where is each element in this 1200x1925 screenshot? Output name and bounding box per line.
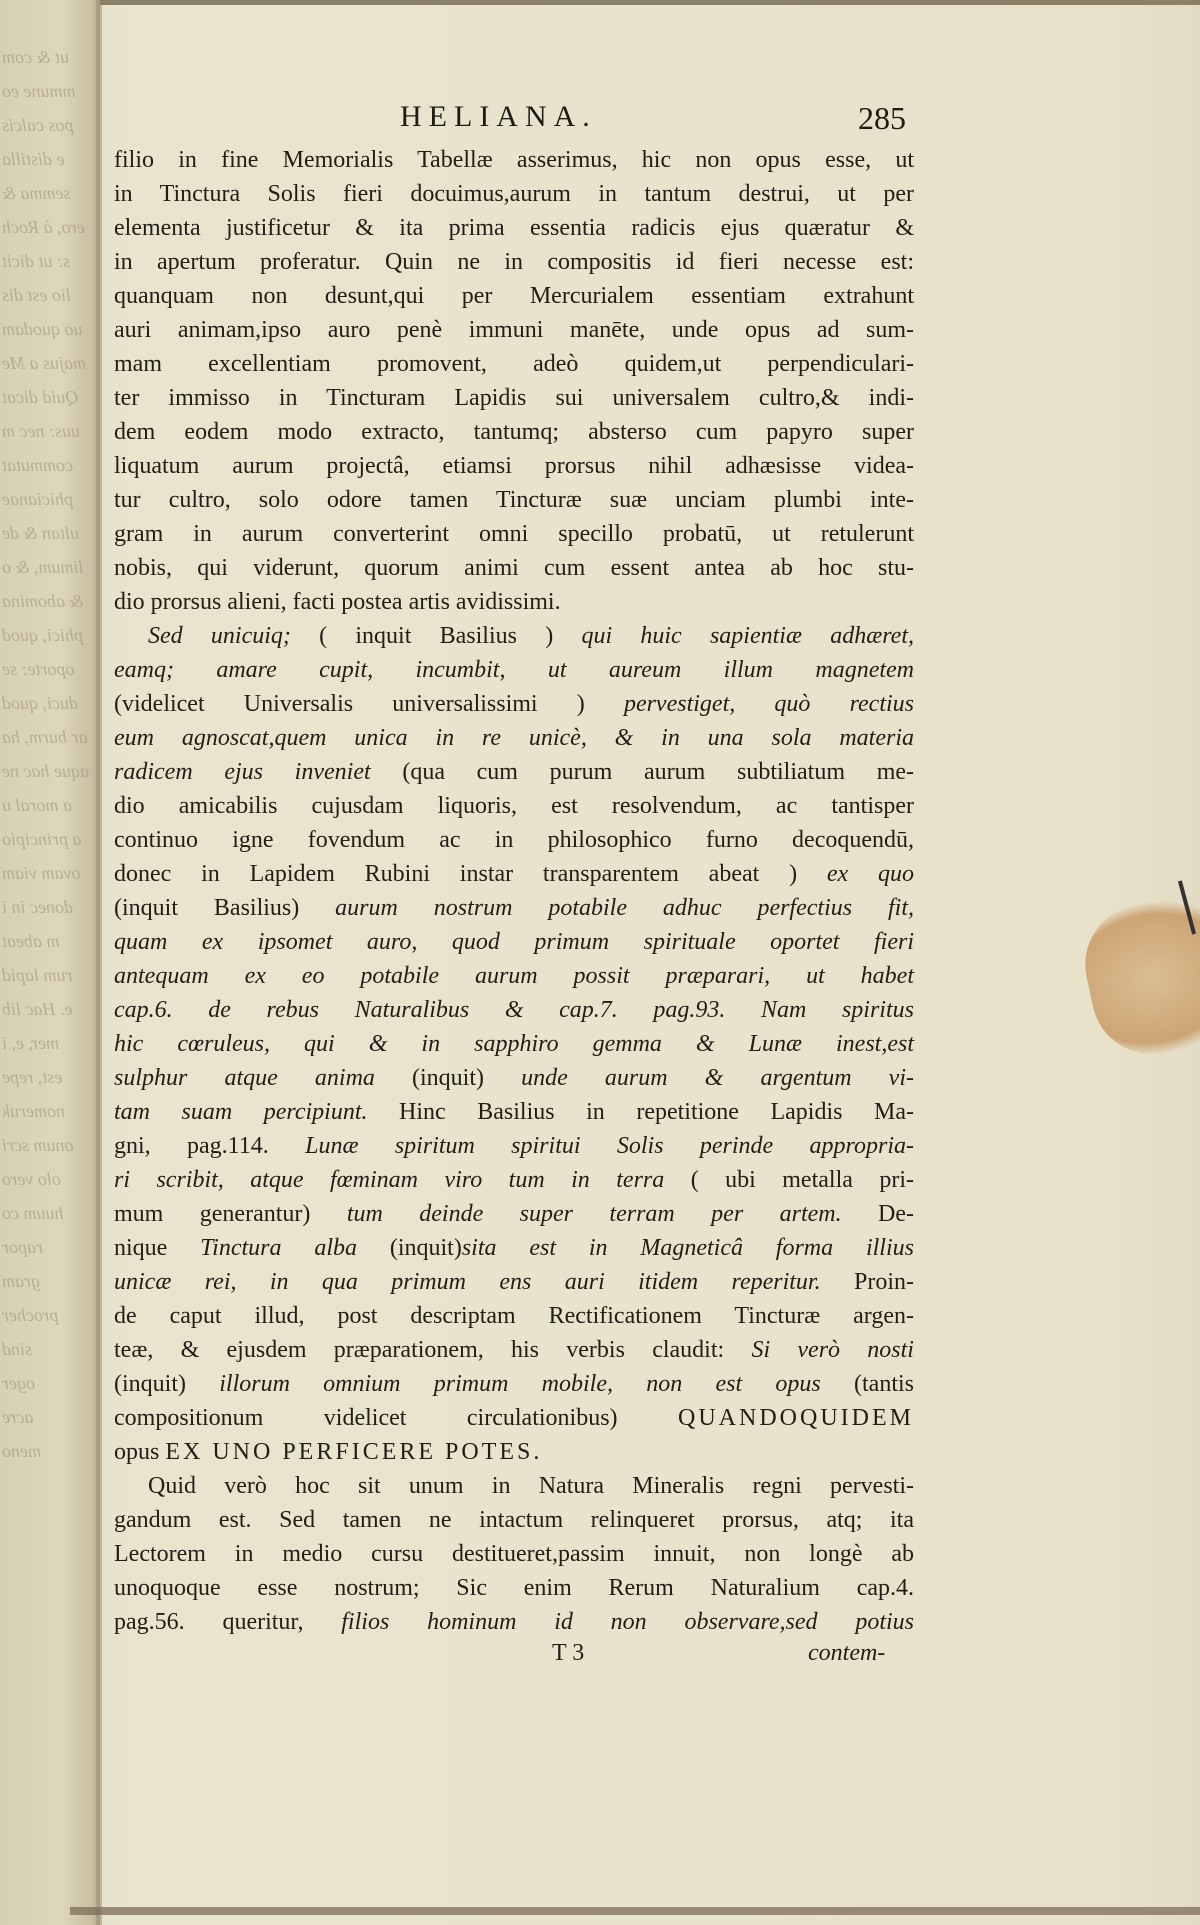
text-segment: aurum nostrum potabile adhuc perfectius fit,	[335, 895, 914, 921]
text-segment: dio amicabilis cujusdam liquoris, est resolvendum, ac tantisper	[114, 793, 914, 819]
text-line: Lectorem in medio cursu destitueret,passim innuit, non longè ab	[114, 1541, 914, 1567]
text-line	[114, 1231, 914, 1265]
text-segment: filios hominum id non observare,sed potius	[341, 1609, 915, 1635]
text-segment: compositionum videlicet circulationibus)	[114, 1405, 679, 1431]
text-line	[114, 1435, 914, 1469]
text-segment: donec in Lapidem Rubini instar transparentem abeat )	[114, 861, 827, 887]
text-segment: tam suam percipiunt.	[114, 1099, 400, 1125]
text-segment: continuo igne fovendum ac in philosophico furno decoquendū,	[114, 827, 914, 853]
text-line	[114, 1333, 914, 1367]
text-segment: opus	[114, 1439, 166, 1465]
text-line	[114, 1095, 914, 1129]
text-line	[114, 687, 914, 721]
text-line: unoquoque esse nostrum; Sic enim Rerum Naturalium cap.4.	[114, 1575, 914, 1601]
text-line	[114, 1299, 914, 1333]
text-line	[114, 1027, 914, 1061]
text-segment: unicæ rei, in qua primum ens auri itidem reperitur.	[114, 1269, 854, 1295]
text-line	[114, 653, 914, 687]
main-text	[114, 143, 914, 1639]
text-line: elementa justificetur & ita prima essentia radicis ejus quæratur &	[114, 215, 914, 241]
text-segment: ri scribit, atque fœminam viro tum in terra	[114, 1167, 691, 1193]
text-segment: Lunæ spiritum spiritui Solis perinde appropria-	[305, 1133, 914, 1159]
text-line	[114, 1367, 914, 1401]
facing-page-bleed-through: ut & com mmune eo pos calcis e distilla semma & ero, à Roch s: ut dicit lio est dis uo quodam majus a Me Quid dicat uus: nec m commutat phicianae ultan & de limum, & o & abomina phici, quod oporte: se duci, quod ar burm, ha aque hac ne a moral u a principio ovam viam donec in i m abeat rum lapid e. Hac lib mer, e, i est, repe nomeruk onum scri olo vero huum co rapor gram procher sind oger acre meno	[2, 47, 89, 1461]
text-line: gandum est. Sed tamen ne intactum relinqueret prorsus, atq; ita	[114, 1507, 914, 1533]
text-segment: QUANDOQUIDEM	[678, 1405, 914, 1431]
text-segment: pervestiget, quò rectius	[623, 691, 914, 717]
top-edge	[100, 0, 1200, 5]
text-line	[114, 925, 914, 959]
text-line	[114, 823, 914, 857]
text-line: in apertum proferatur. Quin ne in compositis id fieri necesse est:	[114, 249, 914, 275]
text-segment: ( ubi metalla pri-	[690, 1167, 914, 1193]
text-segment: unde aurum & argentum vi-	[521, 1065, 914, 1091]
text-segment: Si verò nosti	[751, 1337, 914, 1363]
text-line	[114, 857, 914, 891]
text-segment: qui huic sapientiæ adhæret,	[581, 623, 914, 649]
text-segment: illorum omnium primum mobile, non est opus	[219, 1371, 854, 1397]
paragraph-3	[114, 1469, 914, 1639]
text-segment: sulphur atque anima	[114, 1065, 413, 1091]
text-line: gram in aurum converterint omni specillo probatū, ut retulerunt	[114, 521, 914, 547]
page-stain	[1074, 885, 1200, 1065]
text-segment: (qua cum purum aurum subtiliatum me-	[402, 759, 915, 785]
gutter-shadow	[0, 0, 100, 1925]
text-segment: De-	[878, 1201, 915, 1227]
catchword: contem-	[808, 1640, 886, 1666]
text-line: auri animam,ipso auro penè immuni manēte, unde opus ad sum-	[114, 317, 914, 343]
text-segment: gni, pag.114.	[114, 1133, 306, 1159]
bottom-edge	[70, 1907, 1200, 1915]
text-segment: EX UNO PERFICERE POTES.	[165, 1439, 543, 1465]
text-line	[114, 1061, 914, 1095]
signature-mark: T 3	[552, 1640, 585, 1666]
text-segment: teæ, & ejusdem præparationem, his verbis claudit:	[114, 1337, 752, 1363]
text-line	[114, 1265, 914, 1299]
text-line: ter immisso in Tincturam Lapidis sui universalem cultro,& indi-	[114, 385, 914, 411]
text-segment: cap.6. de rebus Naturalibus & cap.7. pag.93.	[114, 997, 762, 1023]
text-line: filio in fine Memorialis Tabellæ asserimus, hic non opus esse, ut	[114, 147, 914, 173]
text-segment: eamq; amare cupit, incumbit, ut aureum illum magnetem	[114, 657, 914, 683]
text-segment: ( inquit Basilius )	[319, 623, 582, 649]
text-line: mam excellentiam promovent, adeò quidem,ut perpendiculari-	[114, 351, 914, 377]
text-segment: ex quo	[826, 861, 914, 887]
text-segment: eum agnoscat,quem unica in re unicè, & in una sola materia	[114, 725, 914, 751]
text-segment: Hinc Basilius in repetitione Lapidis Ma-	[399, 1099, 914, 1125]
text-segment: sita est in Magneticâ forma illius	[461, 1235, 914, 1261]
text-line: dem eodem modo extracto, tantumq; absterso cum papyro super	[114, 419, 914, 445]
text-line	[114, 959, 914, 993]
text-segment: hic cœruleus, qui & in sapphiro gemma & Lunæ inest,est	[114, 1031, 914, 1057]
text-segment: (inquit Basilius)	[114, 895, 336, 921]
text-segment: Sed unicuiq;	[148, 623, 320, 649]
text-line	[114, 789, 914, 823]
text-segment: Nam spiritus	[761, 997, 914, 1023]
text-segment: nique	[114, 1235, 201, 1261]
text-line	[114, 891, 914, 925]
text-segment: (inquit)	[389, 1235, 462, 1261]
page-number: 285	[858, 100, 906, 136]
text-line: liquatum aurum projectâ, etiamsi prorsus nihil adhæsisse videa-	[114, 453, 914, 479]
text-line	[114, 993, 914, 1027]
text-line: tur cultro, solo odore tamen Tincturæ suæ unciam plumbi inte-	[114, 487, 914, 513]
paragraph-2	[114, 619, 914, 1469]
running-title: HELIANA.	[400, 100, 597, 133]
paragraph-1	[114, 143, 914, 619]
text-segment: quam ex ipsomet auro, quod primum spirituale oportet fieri	[114, 929, 914, 955]
text-line	[114, 1605, 914, 1639]
text-segment: antequam ex eo potabile aurum possit præparari, ut habet	[114, 963, 914, 989]
text-line	[114, 1401, 914, 1435]
text-line: in Tinctura Solis fieri docuimus,aurum in tantum destrui, ut per	[114, 181, 914, 207]
text-line: Quid verò hoc sit unum in Natura Mineralis regni pervesti-	[148, 1473, 914, 1499]
text-line	[114, 619, 914, 653]
page-fold	[96, 0, 102, 1925]
text-segment: tum deinde super terram per artem.	[346, 1201, 879, 1227]
text-line	[114, 755, 914, 789]
text-line	[114, 721, 914, 755]
text-segment: de caput illud, post descriptam Rectificationem Tincturæ argen-	[114, 1303, 914, 1329]
text-line	[114, 1129, 914, 1163]
text-segment: Proin-	[854, 1269, 914, 1295]
text-segment: (tantis	[854, 1371, 914, 1397]
text-segment: pag.56. queritur,	[114, 1609, 342, 1635]
text-line: nobis, qui viderunt, quorum animi cum essent antea ab hoc stu-	[114, 555, 914, 581]
text-segment: (inquit)	[412, 1065, 522, 1091]
text-segment: Tinctura alba	[200, 1235, 390, 1261]
text-segment: (videlicet Universalis universalissimi )	[114, 691, 624, 717]
text-segment: radicem ejus inveniet	[114, 759, 403, 785]
text-segment: (inquit)	[114, 1371, 220, 1397]
text-line: quanquam non desunt,qui per Mercurialem essentiam extrahunt	[114, 283, 914, 309]
text-segment: mum generantur)	[114, 1201, 347, 1227]
text-line: dio prorsus alieni, facti postea artis avidissimi.	[114, 589, 561, 615]
text-line	[114, 1197, 914, 1231]
text-line	[114, 1163, 914, 1197]
